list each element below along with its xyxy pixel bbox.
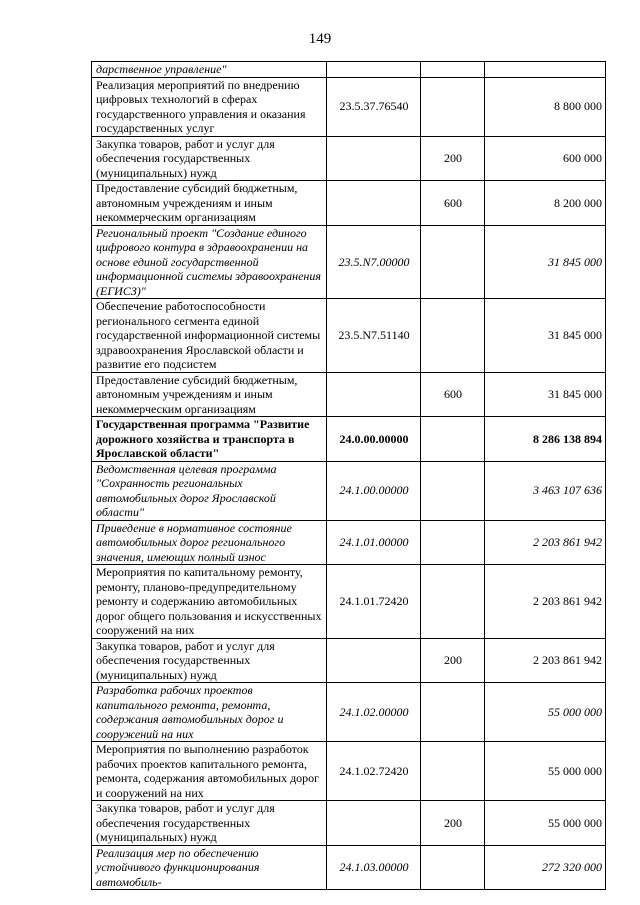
amount-cell: 8 800 000	[485, 77, 606, 136]
table-row	[92, 77, 606, 136]
row-name-cell: Реализация мероприятий по внедрению цифровых технологий в сферах государственного управления и оказания государственных услуг	[92, 77, 327, 136]
page-number: 149	[308, 31, 332, 47]
row-name-cell: Государственная программа "Развитие дорожного хозяйства и транспорта в Ярославской области"	[92, 417, 327, 462]
target-code-cell: 24.1.02.72420	[327, 742, 421, 801]
table-row	[92, 62, 606, 78]
table-row	[92, 372, 606, 417]
expense-type-cell: 200	[421, 638, 485, 683]
row-name-cell: Закупка товаров, работ и услуг для обеспечения государственных (муниципальных) нужд	[92, 801, 327, 846]
target-code-cell: 23.5.N7.00000	[327, 225, 421, 299]
amount-cell	[485, 62, 606, 78]
amount-cell: 8 200 000	[485, 181, 606, 226]
expense-type-cell	[421, 742, 485, 801]
amount-cell: 31 845 000	[485, 372, 606, 417]
target-code-cell	[327, 372, 421, 417]
target-code-cell: 23.5.37.76540	[327, 77, 421, 136]
expense-type-cell	[421, 299, 485, 373]
amount-cell: 55 000 000	[485, 683, 606, 742]
table-row	[92, 417, 606, 462]
expense-type-cell: 600	[421, 181, 485, 226]
target-code-cell: 24.1.01.72420	[327, 565, 421, 639]
expense-type-cell	[421, 461, 485, 520]
row-name-cell: Разработка рабочих проектов капитального ремонта, ремонта, содержания автомобильных дорог и сооружений на них	[92, 683, 327, 742]
table-row	[92, 136, 606, 181]
budget-table	[91, 61, 606, 890]
row-name-cell: Ведомственная целевая программа "Сохранность региональных автомобильных дорог Ярославской области"	[92, 461, 327, 520]
target-code-cell	[327, 62, 421, 78]
expense-type-cell: 200	[421, 801, 485, 846]
target-code-cell: 23.5.N7.51140	[327, 299, 421, 373]
row-name-cell: Закупка товаров, работ и услуг для обеспечения государственных (муниципальных) нужд	[92, 638, 327, 683]
row-name-cell: Реализация мер по обеспечению устойчивого функционирования автомобиль-	[92, 845, 327, 890]
target-code-cell	[327, 181, 421, 226]
table-row	[92, 225, 606, 299]
table-row	[92, 299, 606, 373]
row-name-cell: Мероприятия по выполнению разработок рабочих проектов капитального ремонта, ремонта, содержания автомобильных дорог и сооружений на них	[92, 742, 327, 801]
amount-cell: 2 203 861 942	[485, 638, 606, 683]
expense-type-cell	[421, 77, 485, 136]
expense-type-cell: 200	[421, 136, 485, 181]
target-code-cell: 24.0.00.00000	[327, 417, 421, 462]
table-row	[92, 638, 606, 683]
amount-cell: 31 845 000	[485, 299, 606, 373]
expense-type-cell	[421, 62, 485, 78]
amount-cell: 2 203 861 942	[485, 520, 606, 565]
amount-cell: 3 463 107 636	[485, 461, 606, 520]
row-name-cell: Приведение в нормативное состояние автомобильных дорог регионального значения, имеющих полный износ	[92, 520, 327, 565]
amount-cell: 55 000 000	[485, 742, 606, 801]
row-name-cell: Обеспечение работоспособности регионального сегмента единой государственной информационной системы здравоохранения Ярославской области и развитие его подсистем	[92, 299, 327, 373]
amount-cell: 55 000 000	[485, 801, 606, 846]
table-row	[92, 461, 606, 520]
table-row	[92, 742, 606, 801]
expense-type-cell: 600	[421, 372, 485, 417]
target-code-cell: 24.1.00.00000	[327, 461, 421, 520]
target-code-cell: 24.1.02.00000	[327, 683, 421, 742]
table-row	[92, 845, 606, 890]
expense-type-cell	[421, 565, 485, 639]
budget-table-body	[92, 62, 606, 890]
amount-cell: 2 203 861 942	[485, 565, 606, 639]
table-row	[92, 520, 606, 565]
row-name-cell: Мероприятия по капитальному ремонту, ремонту, планово-предупредительному ремонту и содержанию автомобильных дорог общего пользования и искусственных сооружений на них	[92, 565, 327, 639]
amount-cell: 600 000	[485, 136, 606, 181]
target-code-cell	[327, 638, 421, 683]
row-name-cell: Закупка товаров, работ и услуг для обеспечения государственных (муниципальных) нужд	[92, 136, 327, 181]
row-name-cell: Предоставление субсидий бюджетным, автономным учреждениям и иным некоммерческим организациям	[92, 372, 327, 417]
amount-cell: 272 320 000	[485, 845, 606, 890]
table-row	[92, 801, 606, 846]
row-name-cell: Предоставление субсидий бюджетным, автономным учреждениям и иным некоммерческим организациям	[92, 181, 327, 226]
table-row	[92, 683, 606, 742]
expense-type-cell	[421, 683, 485, 742]
row-name-cell: дарственное управление"	[92, 62, 327, 78]
target-code-cell: 24.1.01.00000	[327, 520, 421, 565]
expense-type-cell	[421, 417, 485, 462]
expense-type-cell	[421, 225, 485, 299]
amount-cell: 31 845 000	[485, 225, 606, 299]
table-row	[92, 565, 606, 639]
row-name-cell: Региональный проект "Создание единого цифрового контура в здравоохранении на основе единой государственной информационной системы здравоохранения (ЕГИСЗ)"	[92, 225, 327, 299]
expense-type-cell	[421, 520, 485, 565]
target-code-cell: 24.1.03.00000	[327, 845, 421, 890]
expense-type-cell	[421, 845, 485, 890]
target-code-cell	[327, 801, 421, 846]
target-code-cell	[327, 136, 421, 181]
amount-cell: 8 286 138 894	[485, 417, 606, 462]
table-row	[92, 181, 606, 226]
